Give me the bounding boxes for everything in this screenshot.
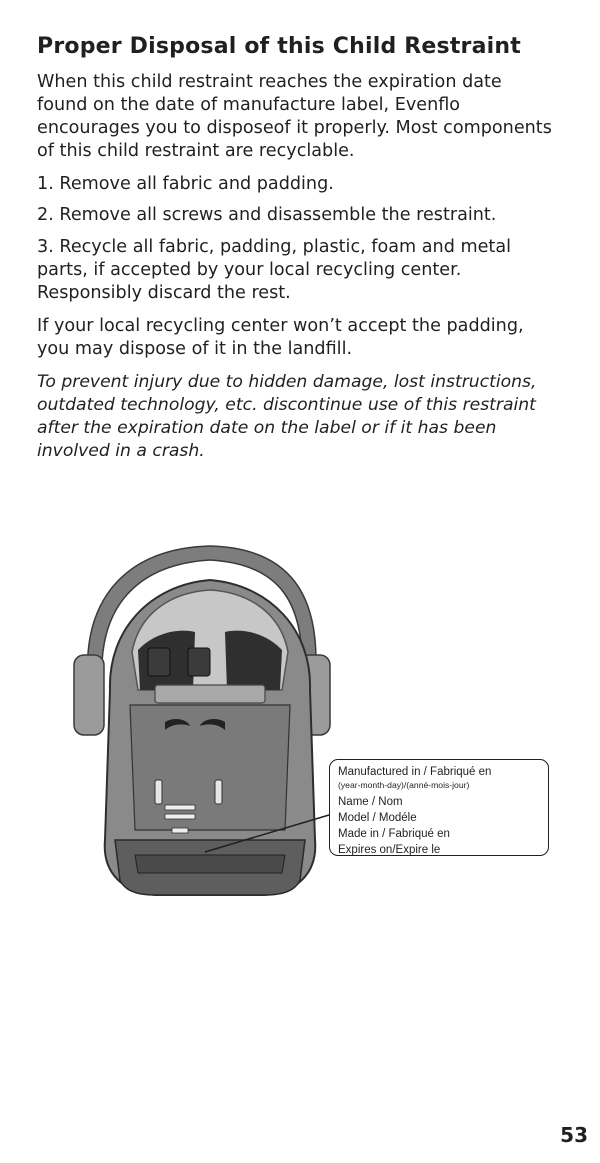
step-1: 1. Remove all fabric and padding.: [37, 174, 334, 194]
step-3: 3. Recycle all fabric, padding, plastic, foam and metal parts, if accepted by your local recycling center. Responsibly discard the rest.: [37, 237, 511, 303]
page-number: 53: [560, 1123, 588, 1147]
label-date-format: (year-month-day)/(anné-mois-jour): [338, 780, 470, 790]
landfill-note: If your local recycling center won’t accept the padding, you may dispose of it in the landfill.: [37, 316, 524, 359]
step-2: 2. Remove all screws and disassemble the restraint.: [37, 205, 497, 225]
label-name: Name / Nom: [338, 796, 403, 808]
label-model: Model / Modéle: [338, 812, 417, 824]
expiration-warning: To prevent injury due to hidden damage, lost instructions, outdated technology, etc. discontinue use of this restraint after the expiration date on the label or if it has been involved in a crash.: [37, 372, 537, 461]
date-of-manufacture-label: [329, 759, 549, 856]
label-expires: Expires on/Expire le: [338, 844, 441, 856]
page-title: Proper Disposal of this Child Restraint: [37, 34, 521, 59]
label-manufactured: Manufactured in / Fabriqué en: [338, 766, 492, 778]
intro-paragraph: When this child restraint reaches the expiration date found on the date of manufacture label, Evenflo encourages you to disposeof it properly. Most components of this child restraint are recyclable.: [37, 72, 552, 161]
label-made-in: Made in / Fabriqué en: [338, 828, 450, 840]
